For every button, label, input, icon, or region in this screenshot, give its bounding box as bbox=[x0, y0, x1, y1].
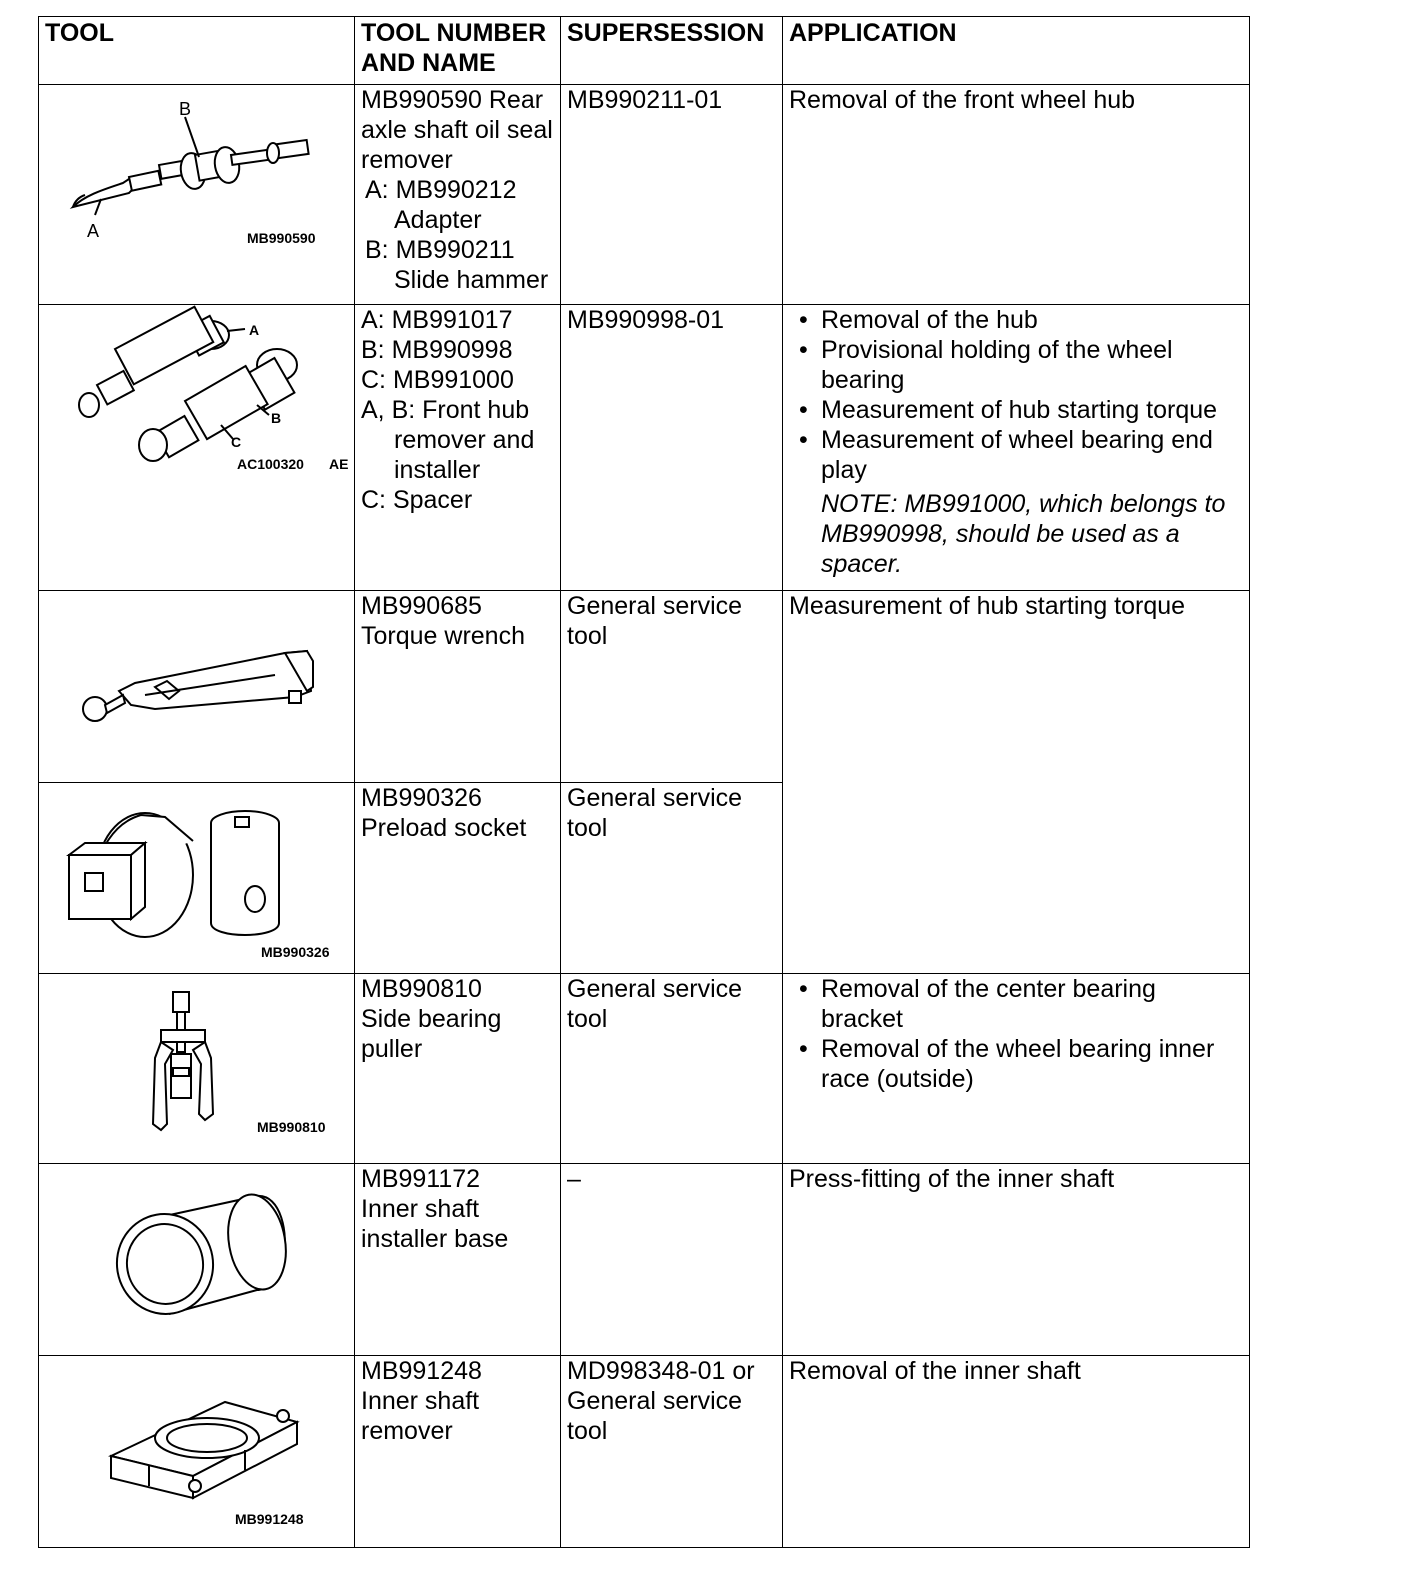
supersession-cell: – bbox=[561, 1164, 783, 1356]
part-code: MB991248 bbox=[235, 1511, 304, 1527]
tool-illustration-cell bbox=[39, 1164, 355, 1356]
part-code-suffix: AE bbox=[329, 456, 349, 472]
supersession-cell: MD998348-01 or General service tool bbox=[561, 1356, 783, 1548]
tool-illustration-cell bbox=[39, 85, 355, 305]
label-a: A bbox=[249, 322, 260, 338]
header-supersession: SUPERSESSION bbox=[561, 17, 783, 85]
tool-illustration-cell bbox=[39, 591, 355, 783]
header-tool: TOOL bbox=[39, 17, 355, 85]
supersession-cell: General service tool bbox=[561, 591, 783, 783]
application-cell: Press-fitting of the inner shaft bbox=[783, 1164, 1250, 1356]
header-application: APPLICATION bbox=[783, 17, 1250, 85]
preload-socket-illustration bbox=[45, 783, 361, 973]
slide-hammer-illustration bbox=[45, 85, 361, 304]
tool-number-name-cell: MB991248 Inner shaft remover bbox=[355, 1356, 561, 1548]
label-b: B bbox=[179, 99, 192, 119]
torque-wrench-illustration bbox=[45, 591, 361, 782]
tool-number-name-cell: MB990685 Torque wrench bbox=[355, 591, 561, 783]
tool-number-name-cell: MB990810 Side bearing puller bbox=[355, 974, 561, 1164]
table-row bbox=[39, 1164, 1250, 1356]
header-number-name: TOOL NUMBER AND NAME bbox=[355, 17, 561, 85]
list-item: • Measurement of hub starting torque bbox=[789, 395, 1243, 425]
application-cell: Removal of the front wheel hub bbox=[783, 85, 1250, 305]
tool-illustration-cell bbox=[39, 783, 355, 974]
application-cell: Measurement of hub starting torque bbox=[783, 591, 1250, 974]
special-tools-table bbox=[38, 16, 1250, 1548]
side-bearing-puller-illustration bbox=[45, 974, 361, 1163]
application-note: NOTE: MB991000, which belongs to MB990998, should be used as a spacer. bbox=[821, 490, 1226, 578]
inner-shaft-remover-illustration bbox=[45, 1356, 361, 1547]
list-item: • Removal of the wheel bearing inner race (outside) bbox=[789, 1034, 1243, 1094]
part-code: MB990326 bbox=[261, 944, 330, 960]
tool-number-name-cell: MB990326 Preload socket bbox=[355, 783, 561, 974]
table-row bbox=[39, 85, 1250, 305]
tool-illustration-cell bbox=[39, 1356, 355, 1548]
supersession-cell: General service tool bbox=[561, 783, 783, 974]
table-row bbox=[39, 1356, 1250, 1548]
table-row bbox=[39, 591, 1250, 783]
list-item: • Measurement of wheel bearing end play bbox=[789, 425, 1243, 485]
application-cell bbox=[783, 974, 1250, 1164]
table-row bbox=[39, 305, 1250, 591]
table-row bbox=[39, 974, 1250, 1164]
tool-number-name-cell: MB991172 Inner shaft installer base bbox=[355, 1164, 561, 1356]
application-cell: Removal of the inner shaft bbox=[783, 1356, 1250, 1548]
header-row bbox=[39, 17, 1250, 85]
tool-illustration-cell bbox=[39, 974, 355, 1164]
front-hub-remover-illustration bbox=[45, 305, 361, 590]
label-a: A bbox=[87, 221, 100, 241]
list-item: • Removal of the hub bbox=[789, 305, 1243, 335]
supersession-cell: General service tool bbox=[561, 974, 783, 1164]
list-item: • Removal of the center bearing bracket bbox=[789, 974, 1243, 1034]
tool-illustration-cell bbox=[39, 305, 355, 591]
label-c: C bbox=[231, 434, 242, 450]
supersession-cell: MB990998-01 bbox=[561, 305, 783, 591]
label-b: B bbox=[271, 410, 282, 426]
list-item: • Provisional holding of the wheel bearing bbox=[789, 335, 1243, 395]
part-code: AC100320 bbox=[237, 456, 304, 472]
tool-number-name-cell: A: MB991017 B: MB990998 C: MB991000 A, B: Front hub remover and installer C: Spacer bbox=[355, 305, 561, 591]
part-code: MB990590 bbox=[247, 230, 316, 246]
inner-shaft-installer-base-illustration bbox=[45, 1164, 361, 1355]
application-cell bbox=[783, 305, 1250, 591]
supersession-cell: MB990211-01 bbox=[561, 85, 783, 305]
part-code: MB990810 bbox=[257, 1119, 326, 1135]
tool-number-name-cell: MB990590 Rear axle shaft oil seal remover A: MB990212 Adapter B: MB990211 Slide hammer bbox=[355, 85, 561, 305]
